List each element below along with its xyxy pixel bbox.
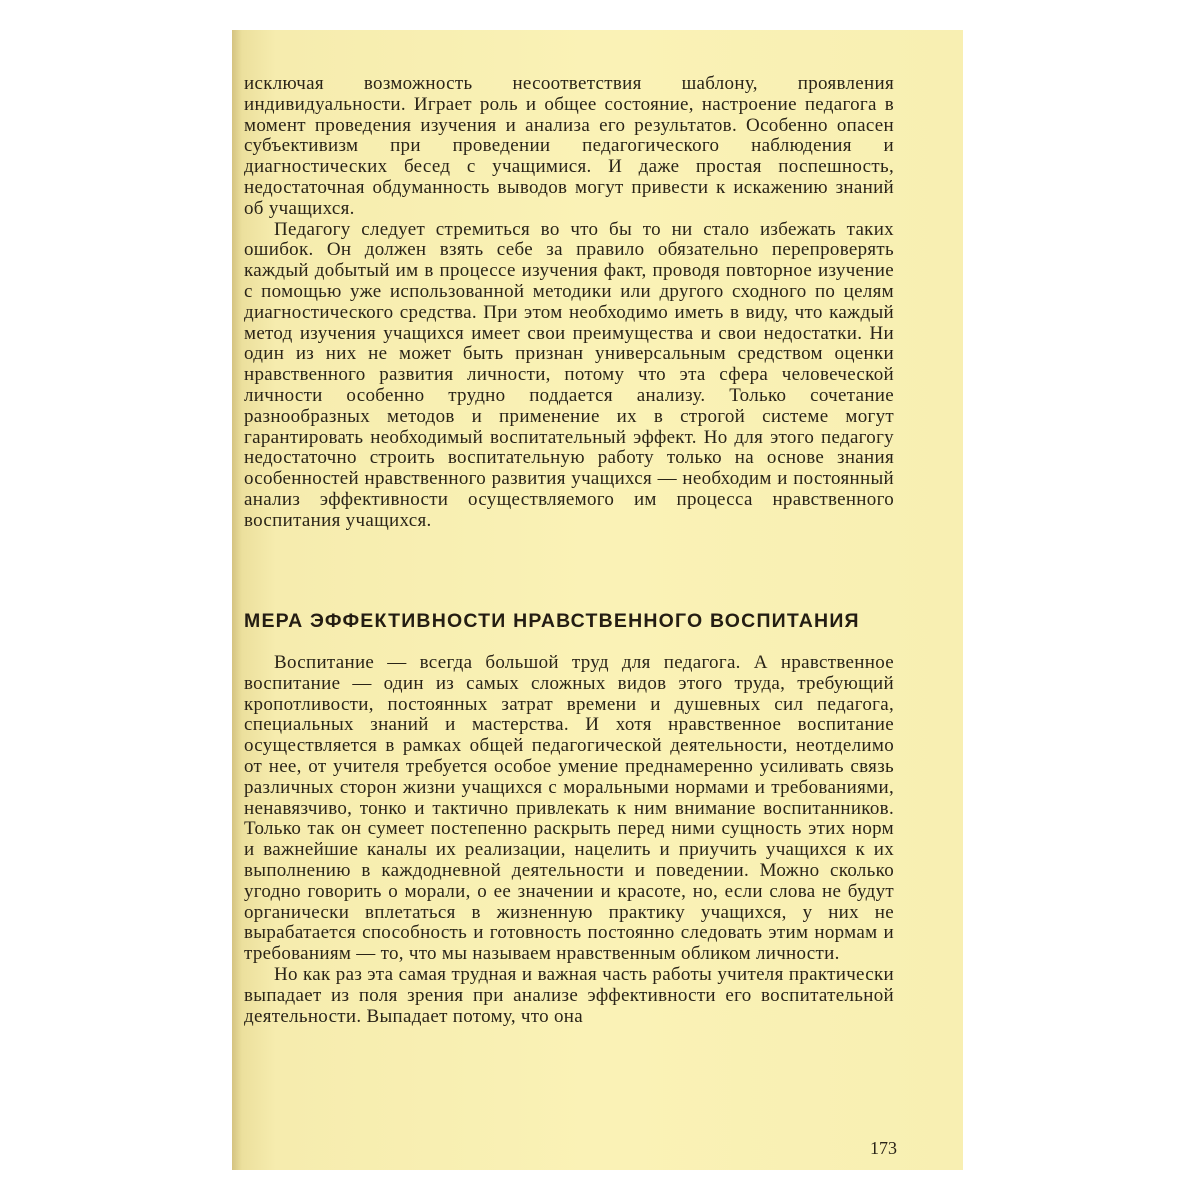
paragraph: исключая возможность несоответствия шаблону, проявления индивидуальности. Играет роль и общее состояние, настроение педагога в момент проведения изучения и анализа его результатов. Особенно опасен субъективизм при проведении педагогического наблюдения и диагностических бесед с учащимися. И даже простая поспешность, недостаточная обдуманность выводов могут привести к искажению знаний об учащихся.	[244, 73, 894, 219]
paragraph: Воспитание — всегда большой труд для педагога. А нравственное воспитание — один из самых сложных видов этого труда, требующий кропотливости, постоянных затрат времени и душевных сил педагога, специальных знаний и мастерства. И хотя нравственное воспитание осуществляется в рамках общей педагогической деятельности, неотделимо от нее, от учителя требуется особое умение преднамеренно усиливать связь различных сторон жизни учащихся с моральными нормами и требованиями, ненавязчиво, тонко и тактично привлекать к ним внимание воспитанников. Только так он сумеет постепенно раскрыть перед ними сущность этих норм и важнейшие каналы их реализации, нацелить и приучить учащихся к их выполнению в каждодневной деятельности и поведении. Можно сколько угодно говорить о морали, о ее значении и красоте, но, если слова не будут органически вплетаться в жизненную практику учащихся, у них не вырабатается способность и готовность постоянно следовать этим нормам и требованиям — то, что мы называем нравственным обликом личности.	[244, 652, 894, 965]
book-page	[232, 30, 963, 1170]
text-block-bottom	[244, 653, 894, 1027]
section-heading: МЕРА ЭФФЕКТИВНОСТИ НРАВСТВЕННОГО ВОСПИТАНИЯ	[244, 610, 860, 632]
paragraph: Педагогу следует стремиться во что бы то ни стало избежать таких ошибок. Он должен взять себе за правило обязательно перепроверять каждый добытый им в процессе изучения факт, проводя повторное изучение с помощью уже использованной методики или другого сходного по целям диагностического средства. При этом необходимо иметь в виду, что каждый метод изучения учащихся имеет свои преимущества и свои недостатки. Ни один из них не может быть признан универсальным средством оценки нравственного развития личности, потому что эта сфера человеческой личности особенно трудно поддается анализу. Только сочетание разнообразных методов и применение их в строгой системе могут гарантировать необходимый воспитательный эффект. Но для этого педагогу недостаточно строить воспитательную работу только на основе знания особенностей нравственного развития учащихся — необходим и постоянный анализ эффективности осуществляемого им процесса нравственного воспитания учащихся.	[244, 218, 894, 531]
page-number: 173	[870, 1138, 897, 1158]
paragraph: Но как раз эта самая трудная и важная часть работы учителя практически выпадает из поля зрения при анализе эффективности его воспитательной деятельности. Выпадает потому, что она	[244, 963, 894, 1027]
text-block-top	[244, 74, 894, 532]
